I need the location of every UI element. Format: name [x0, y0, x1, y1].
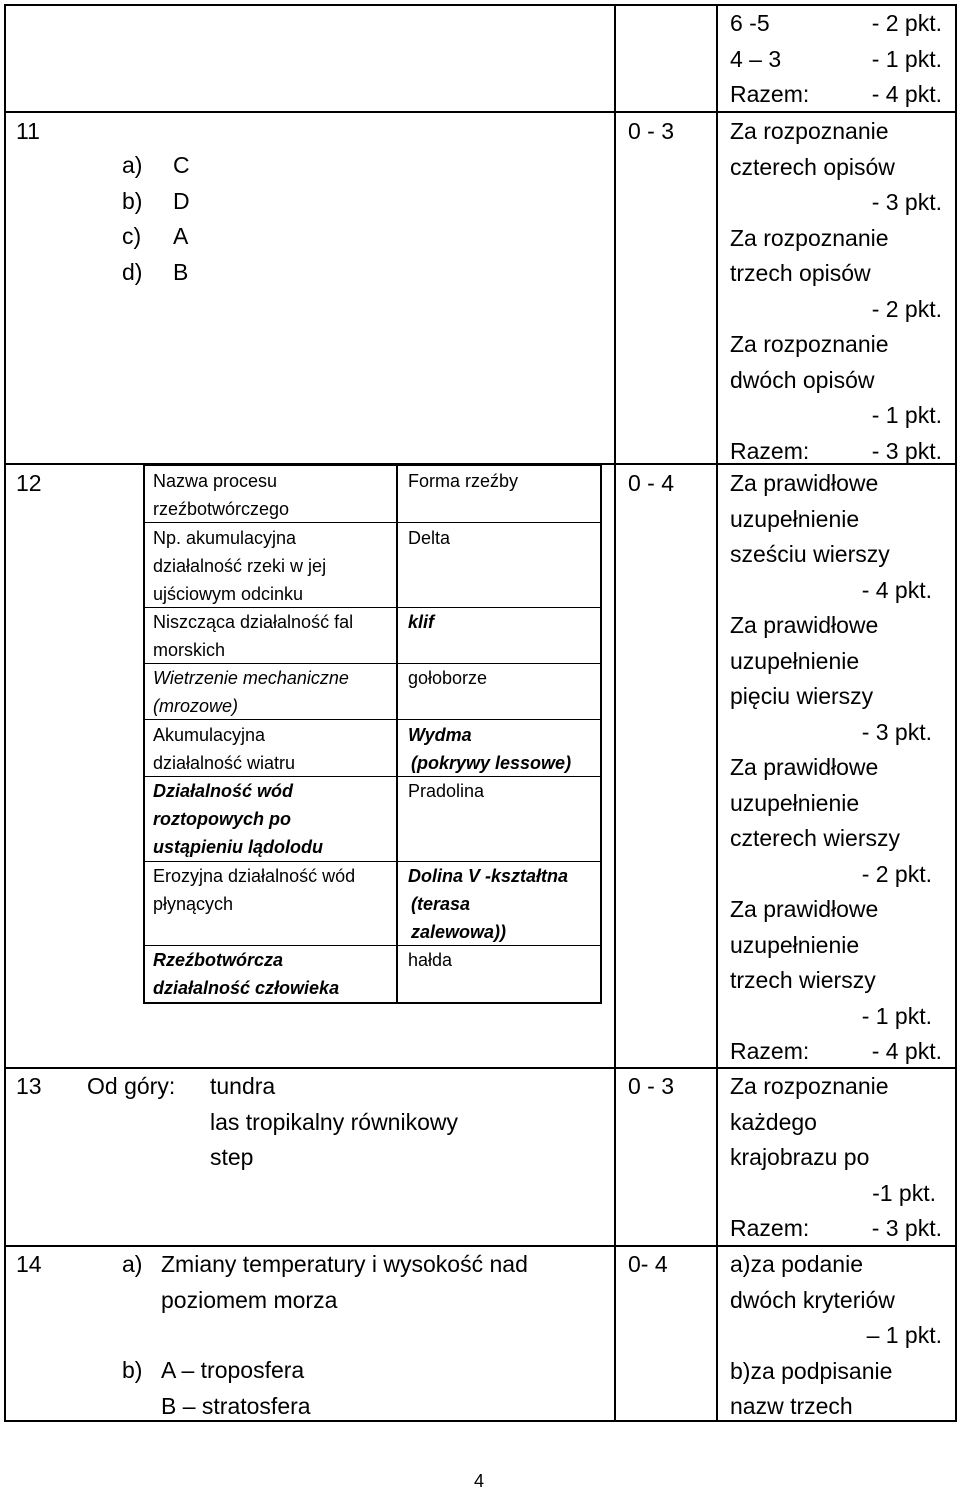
inner-table-left: [143, 464, 145, 1004]
table-cell-form: Delta: [408, 528, 451, 548]
answer-item: c) A: [122, 223, 189, 249]
table-cell-process: Np. akumulacyjna działalność rzeki w jej ujściowym odcinku: [153, 528, 327, 605]
criteria-line: uzupełnienie: [730, 505, 860, 532]
table-cell-form: Pradolina: [408, 781, 485, 801]
answer-list: [122, 148, 190, 290]
inner-table-top: [144, 464, 602, 466]
criteria-line: Za rozpoznanie: [730, 331, 889, 357]
table-cell-process: Niszcząca działalność fal morskich: [153, 612, 354, 661]
question-label: Od góry:: [87, 1073, 176, 1099]
points-line: Razem:: [730, 81, 810, 107]
table-cell-process: Rzeźbotwórcza działalność człowieka: [153, 950, 340, 999]
criteria-total: Razem: - 3 pkt.: [730, 1215, 942, 1241]
table-border-left: [4, 4, 6, 1422]
question-number: 12: [16, 470, 42, 496]
criteria-total: Razem: - 4 pkt.: [730, 1038, 942, 1064]
page-number: 4: [474, 1471, 485, 1491]
criteria-line: uzupełnienie: [730, 789, 860, 816]
criteria-line: - 3 pkt.: [861, 718, 932, 745]
answer-item: d) B: [122, 258, 189, 285]
scoring-criteria: [730, 1247, 942, 1425]
table-cell-form: hałda: [408, 950, 453, 970]
table-cell-form: Wydma (pokrywy lessowe): [408, 725, 572, 774]
criteria-line: - 2 pkt.: [871, 295, 942, 322]
table-border-right: [955, 4, 957, 1422]
criteria-line: sześciu wierszy: [730, 541, 890, 567]
inner-table-middle: [396, 464, 398, 1004]
criteria-line: dwóch kryteriów: [730, 1286, 895, 1313]
criteria-line: Za rozpoznanie: [730, 224, 889, 251]
criteria-line: b)za podpisanie: [730, 1357, 893, 1384]
table-cell-process: Wietrzenie mechaniczne (mrozowe): [153, 668, 349, 717]
scoring-criteria: [730, 1069, 942, 1247]
criteria-line: – 1 pkt.: [866, 1322, 942, 1348]
criteria-line: dwóch opisów: [730, 366, 875, 393]
answer-item: b) D: [122, 187, 190, 214]
criteria-line: Za prawidłowe: [730, 754, 879, 780]
criteria-line: trzech opisów: [730, 260, 871, 286]
answer-text: [161, 1353, 311, 1424]
criteria-line: uzupełnienie: [730, 647, 860, 674]
answer-item: a) C: [122, 152, 190, 178]
criteria-line: -1 pkt.: [872, 1179, 936, 1206]
points-range: 0- 4: [628, 1251, 668, 1277]
table-top-left: [4, 4, 615, 6]
answer-item: tundra: [210, 1073, 276, 1099]
criteria-line: - 4 pkt.: [861, 576, 932, 603]
table-cell-process: Akumulacyjna działalność wiatru: [153, 725, 296, 774]
criteria-total: Razem: - 3 pkt.: [730, 437, 942, 464]
criteria-line: czterech opisów: [730, 153, 895, 180]
criteria-line: Za prawidłowe: [730, 612, 879, 638]
points-range: 0 - 3: [628, 118, 675, 144]
answer-list: [210, 1069, 458, 1176]
answer-letter: b): [122, 1357, 143, 1383]
answer-line: Zmiany temperatury i wysokość nad: [161, 1251, 528, 1277]
answer-letter: a): [122, 1251, 143, 1277]
table-header-process: Nazwa procesu rzeźbotwórczego: [153, 471, 290, 520]
criteria-line: trzech wierszy: [730, 967, 876, 993]
criteria-line: pięciu wierszy: [730, 683, 874, 709]
answer-item: las tropikalny równikowy: [210, 1108, 458, 1135]
criteria-line: - 1 pkt.: [861, 1002, 932, 1029]
table-header-form: Forma rzeźby: [408, 471, 519, 491]
table-cell-form: Dolina V -kształtna (terasa zalewowa)): [408, 866, 569, 943]
answer-text: [161, 1247, 528, 1318]
answer-line: poziomem morza: [161, 1286, 338, 1313]
scoring-criteria: [730, 114, 942, 469]
table-cell-process: Erozyjna działalność wód płynących: [153, 866, 356, 915]
inner-table-right: [600, 464, 602, 1004]
table-cell-process: Działalność wód roztopowych po ustąpieniu lądolodu: [153, 781, 323, 858]
criteria-line: Za rozpoznanie: [730, 118, 889, 144]
criteria-line: nazw trzech: [730, 1393, 853, 1419]
criteria-line: - 3 pkt.: [871, 189, 942, 215]
points-line: - 4 pkt.: [871, 81, 942, 107]
answer-item: step: [210, 1144, 254, 1170]
answer-line: B – stratosfera: [161, 1392, 311, 1419]
criteria-line: - 1 pkt.: [871, 402, 942, 428]
question-number: 14: [16, 1251, 42, 1277]
criteria-line: czterech wierszy: [730, 825, 900, 851]
table-cell-form: klif: [408, 612, 435, 632]
criteria-line: uzupełnienie: [730, 931, 860, 958]
points-range: 0 - 4: [628, 470, 675, 496]
criteria-line: a)za podanie: [730, 1251, 863, 1277]
column-divider-1: [614, 4, 616, 1422]
scoring-criteria: [730, 466, 942, 1070]
points-line: 6 -5: [730, 10, 770, 36]
points-range: 0 - 3: [628, 1073, 675, 1099]
question-number: 11: [16, 118, 40, 144]
criteria-line: - 2 pkt.: [861, 860, 932, 887]
prev-row-points: [730, 6, 942, 113]
criteria-line: Za rozpoznanie: [730, 1073, 889, 1099]
criteria-line: Za prawidłowe: [730, 896, 879, 922]
table-cell-form: gołoborze: [408, 668, 488, 688]
points-line: - 1 pkt.: [871, 45, 942, 72]
column-divider-2: [716, 4, 718, 1422]
points-line: - 2 pkt.: [871, 10, 942, 36]
criteria-line: krajobrazu po: [730, 1144, 870, 1170]
answer-line: A – troposfera: [161, 1357, 305, 1383]
criteria-line: każdego: [730, 1108, 817, 1135]
points-line: 4 – 3: [730, 45, 782, 72]
criteria-line: Za prawidłowe: [730, 470, 879, 496]
question-number: 13: [16, 1073, 42, 1099]
